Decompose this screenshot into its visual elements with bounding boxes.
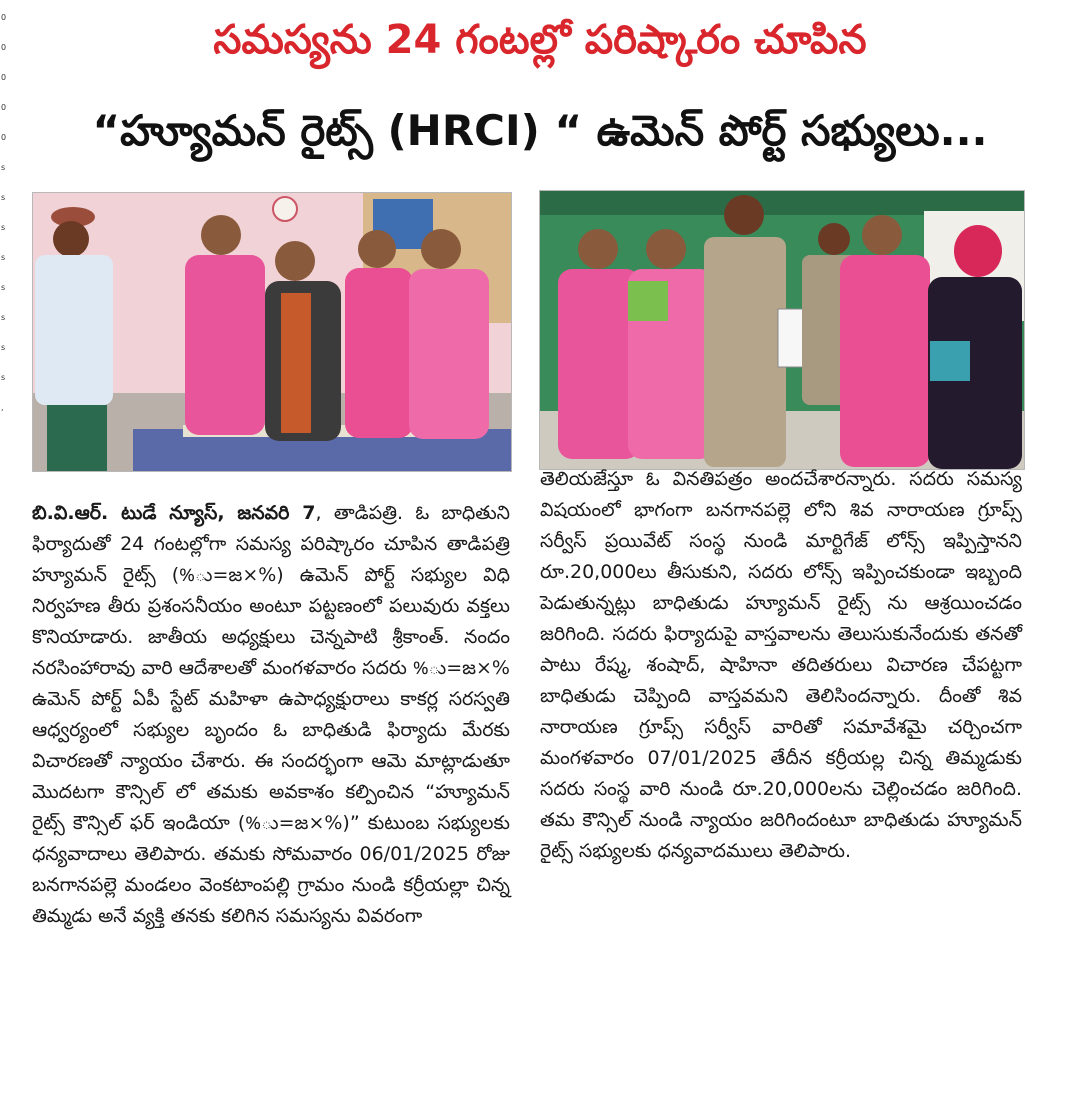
headline-line-1: సమస్యను 24 గంటల్లో పరిష్కారం చూపిన: [213, 17, 867, 63]
article-right-body: తెలియజేస్తూ ఓ వినతిపత్రం అందచేశారన్నారు. సదరు సమస్య విషయంలో భాగంగా బనగానపల్లె లోని శివ నారాయణ గ్రూప్స్ సర్వీస్ ప్రయివేట్ సంస్థ నుండి మార్టిగేజ్ లోన్స్ ఇప్పిస్తానని రూ.20,000లు తీసుకుని, సదరు లోన్స్ ఇప్పించకుండా ఇబ్బంది పెడుతున్నట్లు బాధితుడు హ్యూమన్ రైట్స్ ను ఆశ్రయించడం జరిగింది. సదరు ఫిర్యాదుపై వాస్తవాలను తెలుసుకునేందుకు తనతో పాటు రేష్మ, శంషాద్, షాహినా తదితరులు విచారణ చేపట్టగా బాధితుడు చెప్పింది వాస్తవమని తెలిసిందన్నారు. దీంతో శివ నారాయణ గ్రూప్స్ సర్వీస్ వారితో సమావేశమై చర్చించగా మంగళవారం 07/01/2025 తేదీన కర్రీయల్ల చిన్న తిమ్మడుకు సదరు సంస్థ వారి నుండి రూ.20,000లను చెల్లించడం జరిగింది. తమ కౌన్సిల్ నుండి న్యాయం జరిగిందంటూ బాధితుడు హ్యూమన్ రైట్స్ సభ్యులకు ధన్యవాదములు తెలిపారు.: [540, 468, 1022, 862]
photo-woman-headscarf: [954, 225, 1002, 277]
article-left-paragraph: [32, 498, 510, 932]
photo-wall-clock: [273, 197, 297, 221]
photo-man-shirt: [35, 255, 113, 405]
edge-mark: s: [1, 313, 6, 322]
photo-saree-border: [281, 293, 311, 433]
photo-officer-head: [724, 195, 764, 235]
photo-woman-saree: [345, 268, 413, 438]
photo-woman-saree: [558, 269, 640, 459]
edge-mark: s: [1, 223, 6, 232]
article-column-left: [32, 498, 510, 932]
edge-mark: s: [1, 283, 6, 292]
photo-woman-head: [358, 230, 396, 268]
photo-left-illustration: [33, 193, 511, 471]
article-column-right: [540, 464, 1022, 867]
photo-man-trousers: [47, 405, 107, 471]
edge-mark: s: [1, 193, 6, 202]
edge-mark: s: [1, 253, 6, 262]
photo-woman-head: [421, 229, 461, 269]
photo-woman-head: [646, 229, 686, 269]
photo-officer-head: [818, 223, 850, 255]
photo-woman-saree: [409, 269, 489, 439]
left-edge-crop-marks: [0, 14, 10, 434]
photo-saree-blouse: [628, 281, 668, 321]
photo-officer-uniform: [704, 237, 786, 467]
edge-mark: 0: [1, 73, 7, 82]
photo-woman-head: [578, 229, 618, 269]
photo-woman-head: [862, 215, 902, 255]
article-left-body: , తాడిపత్రి. ఓ బాధితుని ఫిర్యాదుతో 24 గంటల్లోగా సమస్య పరిష్కారం చూపిన తాడిపత్రి హ్యూమన్ రైట్స్ (%ు=జ×%) ఉమెన్ పోర్ట్ సభ్యుల విధి నిర్వహణ తీరు ప్రశంసనీయం అంటూ పట్టణంలో పలువురు వక్తలు కొనియాడారు. జాతీయ అధ్యక్షులు చెన్నపాటి శ్రీకాంత్. నందం నరసింహారావు వారి ఆదేశాలతో మంగళవారం సదరు %ు=జ×% ఉమెన్ పోర్ట్ ఏపీ స్టేట్ మహిళా ఉపాధ్యక్షురాలు కాకర్ల సరస్వతి ఆధ్వర్యంలో సభ్యుల బృందం ఓ బాధితుడి ఫిర్యాదు మేరకు విచారణతో న్యాయం చేశారు. ఈ సందర్భంగా ఆమె మాట్లాడుతూ మొదటగా కౌన్సిల్ లో తమకు అవకాశం కల్పించిన “హ్యూమన్ రైట్స్ కౌన్సిల్ ఫర్ ఇండియా (%ు=జ×%)” కుటుంబ సభ్యులకు ధన్యవాదాలు తెలిపారు. తమకు సోమవారం 06/01/2025 రోజు బనగానపల్లె మండలం వెంకటాంపల్లి గ్రామం నుండి కర్రీయల్లా చిన్న తిమ్మడు అనే వ్యక్తి తనకు కలిగిన సమస్యను వివరంగా: [32, 502, 510, 927]
headline-line-2: “హ్యూమన్ రైట్స్ (HRCI) “ ఉమెన్ పోర్ట్ సభ్యులు...: [92, 106, 988, 155]
photo-woman-saree: [185, 255, 265, 435]
edge-mark: s: [1, 343, 6, 352]
photo-left-money-handover: [32, 192, 512, 472]
photo-right-illustration: [540, 191, 1024, 469]
edge-mark: s: [1, 163, 6, 172]
photo-handbag: [930, 341, 970, 381]
photo-right-petition-handover: [539, 190, 1025, 470]
photo-woman-head: [201, 215, 241, 255]
photo-woman-saree: [840, 255, 930, 467]
article-byline: బి.వి.ఆర్. టుడే న్యూస్, జనవరి 7: [32, 502, 316, 524]
edge-mark: 0: [1, 103, 7, 112]
edge-mark: 0: [1, 43, 7, 52]
edge-mark: ,: [1, 403, 4, 412]
edge-mark: 0: [1, 133, 7, 142]
photo-man-head: [53, 221, 89, 257]
edge-mark: s: [1, 373, 6, 382]
photo-woman-head: [275, 241, 315, 281]
edge-mark: 0: [1, 13, 7, 22]
